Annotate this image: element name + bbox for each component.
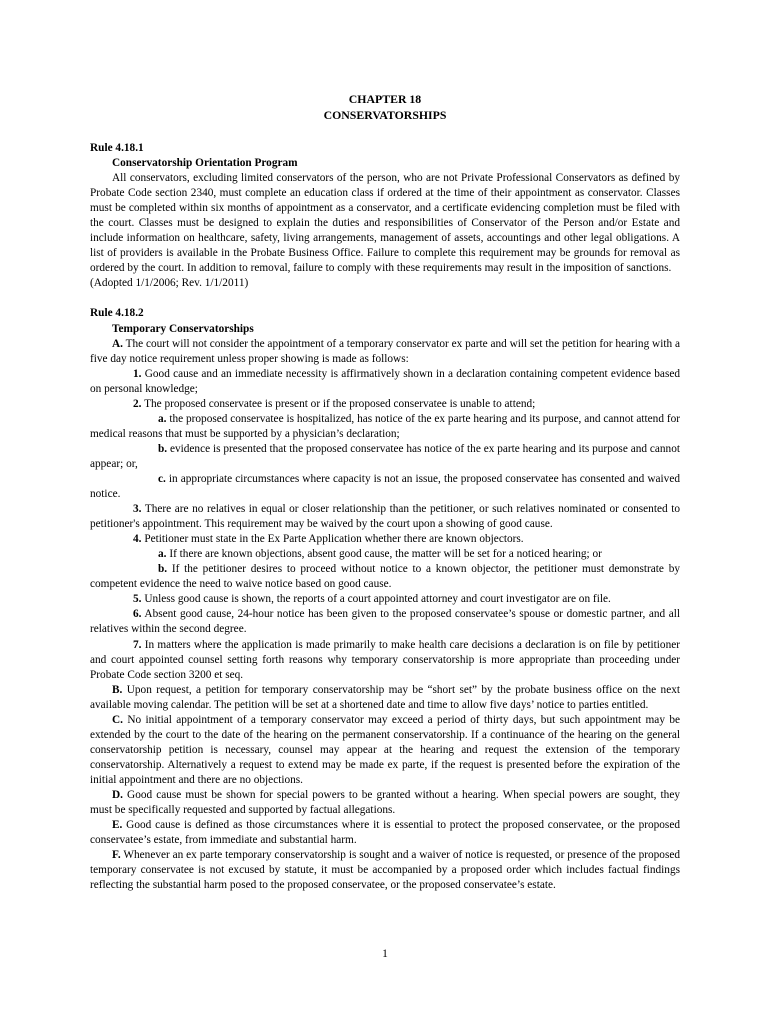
paragraph-text: in appropriate circumstances where capacity is not an issue, the proposed conservatee has consented and waived notice. [90,472,680,501]
paragraph-text: Unless good cause is shown, the reports of a court appointed attorney and court investigator are on file. [144,593,611,606]
paragraph-label: F. [112,849,121,862]
rule-paragraph [90,547,680,562]
paragraph-text: Petitioner must state in the Ex Parte Application whether there are known objectors. [144,533,524,546]
rule-paragraph [90,442,680,472]
rule-paragraph [90,412,680,442]
rule-4-18-1-title: Conservatorship Orientation Program [112,157,298,170]
rule-4-18-2-paragraphs [90,337,680,894]
chapter-title: CONSERVATORSHIPS [323,107,447,122]
paragraph-text: Absent good cause, 24-hour notice has been given to the proposed conservatee’s spouse or domestic partner, and all relatives within the second degree. [90,608,680,636]
paragraph-label: 6. [133,608,142,621]
rule-paragraph [90,713,680,788]
paragraph-text: If the petitioner desires to proceed without notice to a known objector, the petitioner must demonstrate by competent evidence the need to waive notice based on good cause. [90,563,680,591]
rule-paragraph [90,337,680,367]
paragraph-text: evidence is presented that the proposed conservatee has notice of the ex parte hearing and its purpose and cannot appear; or, [90,442,680,470]
page-number: 1 [382,948,388,960]
paragraph-text: Good cause is defined as those circumstances where it is essential to protect the proposed conservatee, or the proposed conservatee’s estate, from immediate and substantial harm. [90,819,680,847]
paragraph-label: D. [112,788,123,801]
paragraph-text: the proposed conservatee is hospitalized, has notice of the ex parte hearing and its purpose, and cannot attend for medical reasons that must be supported by a physician’s declaration; [90,412,680,440]
chapter-number: CHAPTER 18 [348,92,422,106]
paragraph-label: b. [158,563,168,576]
paragraph-label: C. [112,713,123,726]
rule-paragraph [90,592,680,607]
rule-paragraph [90,818,680,848]
rule-paragraph [90,848,680,893]
rule-4-18-1-body: All conservators, excluding limited conservators of the person, who are not Private Professional Conservators as defined by Probate Code section 2340, must complete an education class if ordered at the time of their appointment as conservator. Classes must be completed within six months of appointment as a conservator, and a certificate evidencing completion must be filed with the court. Classes must be designed to explain the duties and responsibilities of Conservator of the Person and/or Estate and include information on healthcare, safety, living arrangements, management of assets, accountings and other legal obligations. A list of providers is available in the Probate Business Office. Failure to complete this requirement may be grounds for removal as ordered by the court. In addition to removal, failure to comply with these requirements may result in the imposition of sanctions. [90,172,680,275]
rule-paragraph [90,562,680,592]
paragraph-label: E. [112,819,123,832]
paragraph-text: The proposed conservatee is present or if the proposed conservatee is unable to attend; [144,397,536,410]
paragraph-text: The court will not consider the appointment of a temporary conservator ex parte and will set the petition for hearing with a five day notice requirement unless proper showing is made as follows: [90,337,680,365]
paragraph-label: A. [112,337,123,350]
paragraph-text: There are no relatives in equal or closer relationship than the petitioner, or such relatives nominated or consented to petitioner's appointment. This requirement may be waived by the court upon a showing of good cause. [90,503,680,531]
paragraph-text: In matters where the application is made primarily to make health care decisions a declaration is on file by petitioner and court appointed counsel setting forth reasons why temporary conservatorship is more appropriate than proceeding under Probate Code section 3200 et seq. [90,638,680,681]
paragraph-text: If there are known objections, absent good cause, the matter will be set for a noticed hearing; or [169,548,602,561]
paragraph-label: a. [158,412,167,425]
paragraph-label: 5. [133,593,142,606]
rule-4-18-2-title: Temporary Conservatorships [112,322,254,335]
rule-paragraph [90,788,680,818]
rule-paragraph [90,397,680,412]
rule-paragraph [90,683,680,713]
rule-4-18-1-number: Rule 4.18.1 [90,142,144,154]
paragraph-text: Whenever an ex parte temporary conservatorship is sought and a waiver of notice is requested, or presence of the proposed temporary conservatee is not excused by statute, it must be accompanied by a proposed order which includes factual findings reflecting the substantial harm posed to the proposed conservatee, or the proposed conservatee’s estate. [90,849,680,892]
paragraph-label: c. [158,472,166,485]
rule-paragraph [90,472,680,502]
paragraph-label: a. [158,548,167,561]
rule-paragraph [90,607,680,637]
rule-paragraph [90,367,680,397]
paragraph-label: B. [112,683,123,696]
page-content [90,92,680,893]
rule-4-18-2-number: Rule 4.18.2 [90,307,144,320]
paragraph-label: b. [158,442,168,455]
paragraph-text: Good cause and an immediate necessity is affirmatively shown in a declaration containing competent evidence based on personal knowledge; [90,367,680,395]
rule-paragraph [90,502,680,532]
rule-paragraph [90,638,680,683]
rule-4-18-1-history: (Adopted 1/1/2006; Rev. 1/1/2011) [90,277,249,290]
paragraph-text: Upon request, a petition for temporary conservatorship may be “short set” by the probate business office on the next available moving calendar. The petition will be set at a shortened date and time to allow five days’ notice to parties entitled. [90,683,681,711]
paragraph-label: 3. [133,503,142,516]
paragraph-text: No initial appointment of a temporary conservator may exceed a period of thirty days, but such appointment may be extended by the court to the date of the hearing on the permanent conservatorship. If a continuance of the hearing on the general conservatorship petition is necessary, counsel may appear at the hearing and request the extension of the temporary conservatorship. Alternatively a request to extend may be made ex parte, if the request is presented before the expiration of the initial appointment and there are no objections. [90,713,680,786]
rule-paragraph [90,532,680,547]
paragraph-label: 2. [133,397,142,410]
paragraph-text: Good cause must be shown for special powers to be granted without a hearing. When special powers are sought, they must be specifically requested and supported by factual allegations. [90,788,680,817]
paragraph-label: 4. [133,533,142,546]
paragraph-label: 7. [133,638,142,651]
paragraph-label: 1. [133,367,142,380]
